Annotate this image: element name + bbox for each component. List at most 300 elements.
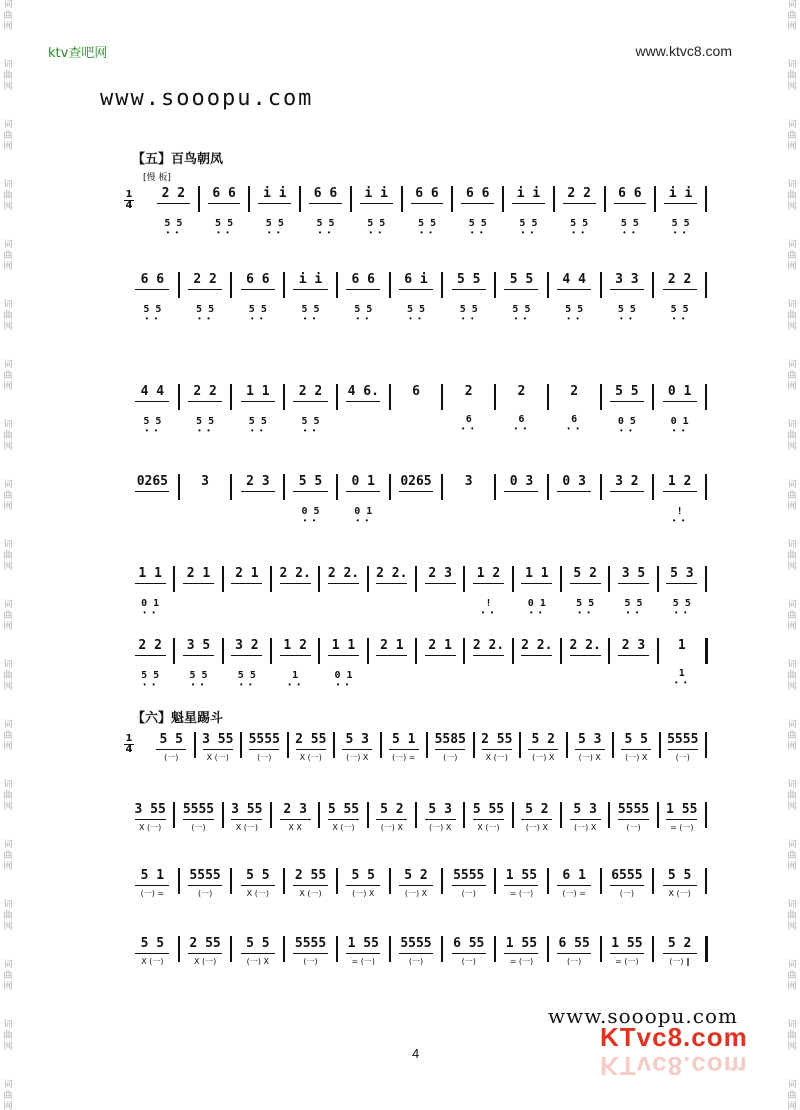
watermark-group xyxy=(1,720,15,780)
bar-line xyxy=(463,802,465,828)
measure xyxy=(655,868,704,899)
octave-dots: • • xyxy=(369,228,384,237)
percussion-notation: = (一) xyxy=(615,957,639,966)
watermark-char: 词 xyxy=(3,60,13,70)
measure xyxy=(404,186,451,236)
percussion-notation: X (一) xyxy=(477,823,500,832)
measure xyxy=(563,638,607,656)
percussion-notation: (一) xyxy=(408,957,424,966)
watermark-char: 网 xyxy=(787,622,797,632)
beam-line xyxy=(346,885,380,886)
score-system xyxy=(124,936,708,996)
side-watermark-right xyxy=(785,0,799,1110)
melody-notes: 4 4 xyxy=(562,272,586,287)
melody-notes: 5 3 xyxy=(573,802,597,817)
bar-line xyxy=(415,802,417,828)
watermark-char: 曲 xyxy=(3,71,13,81)
accompaniment-notes: 5 5 xyxy=(143,416,162,427)
measure xyxy=(302,186,349,236)
watermark-char: 曲 xyxy=(787,911,797,921)
watermark-group xyxy=(785,0,799,60)
watermark-char: 曲 xyxy=(3,551,13,561)
octave-dots: • • xyxy=(198,314,212,323)
bar-line xyxy=(512,638,514,664)
watermark-char: 网 xyxy=(787,142,797,152)
measure xyxy=(497,272,546,322)
measure xyxy=(476,732,519,763)
watermark-group xyxy=(1,780,15,840)
percussion-notation: (一) xyxy=(303,957,318,966)
measure xyxy=(515,638,559,656)
measure xyxy=(128,566,172,616)
melody-notes: 2 2 xyxy=(567,186,591,201)
bar-line xyxy=(283,272,285,298)
measure xyxy=(370,638,414,656)
melody-notes: 0 3 xyxy=(562,474,586,489)
watermark-char: 词 xyxy=(787,300,797,310)
watermark-char: 词 xyxy=(3,720,13,730)
accompaniment-notes: 1 xyxy=(678,668,685,679)
watermark-group xyxy=(785,660,799,720)
measure xyxy=(392,936,441,967)
bar-line xyxy=(248,186,250,212)
bar-line xyxy=(367,638,369,664)
bar-line xyxy=(230,384,232,410)
accompaniment-notes: 5 5 xyxy=(417,218,437,229)
bar-line xyxy=(608,566,610,592)
beam-line xyxy=(241,401,275,402)
header-site-url[interactable]: www.ktvc8.com xyxy=(635,43,732,59)
beam-line xyxy=(241,885,275,886)
score-system xyxy=(124,566,708,626)
percussion-notation: (一) xyxy=(443,753,458,762)
melody-notes: 0 1 xyxy=(667,384,692,399)
measure xyxy=(603,272,652,322)
bar-line xyxy=(178,272,180,298)
bar-line xyxy=(652,868,654,894)
watermark-char: 网 xyxy=(787,742,797,752)
watermark-char: 曲 xyxy=(3,311,13,321)
percussion-notation: X (一) xyxy=(206,753,229,762)
bar-line xyxy=(494,868,496,894)
measure xyxy=(444,868,493,899)
melody-notes: 6 6 xyxy=(313,186,338,201)
watermark-char: 曲 xyxy=(787,551,797,561)
bar-line xyxy=(463,638,465,664)
octave-dots: • • xyxy=(619,426,634,435)
measure xyxy=(290,732,333,763)
accompaniment-notes: 5 5 xyxy=(143,304,162,315)
beam-line xyxy=(668,749,698,750)
measure xyxy=(286,868,335,899)
percussion-notation: (一) X xyxy=(429,823,452,832)
accompaniment-notes: 5 5 xyxy=(164,218,183,229)
bar-line xyxy=(318,638,320,664)
watermark-char: 词 xyxy=(3,420,13,430)
beam-line xyxy=(610,491,644,492)
beam-line xyxy=(666,819,697,820)
beam-line xyxy=(346,401,380,402)
beam-line xyxy=(293,401,327,402)
watermark-group xyxy=(1,660,15,720)
octave-dots: • • xyxy=(166,228,181,237)
header-site-name[interactable]: ktv查吧网 xyxy=(48,46,108,61)
watermark-group xyxy=(785,900,799,960)
melody-notes: 0265 xyxy=(400,474,432,489)
melody-notes: 1 2 xyxy=(476,566,501,581)
accompaniment-notes: 5 5 xyxy=(565,304,584,315)
watermark-group xyxy=(1,300,15,360)
beam-line xyxy=(309,203,342,204)
measure xyxy=(392,868,441,899)
octave-dots: • • xyxy=(514,314,529,323)
bar-line xyxy=(178,474,180,500)
octave-dots: • • xyxy=(673,228,688,237)
bar-line xyxy=(547,936,549,962)
octave-dots: • • xyxy=(578,608,593,617)
melody-notes: 3 2 xyxy=(235,638,259,653)
beam-line xyxy=(666,583,697,584)
measure xyxy=(660,802,704,833)
percussion-notation: (一) X xyxy=(346,753,369,762)
measure xyxy=(201,186,248,236)
watermark-char: 曲 xyxy=(787,431,797,441)
watermark-char: 曲 xyxy=(3,491,13,501)
bar-line xyxy=(415,638,417,664)
melody-notes: 5 5 xyxy=(624,732,648,747)
beam-line xyxy=(188,289,222,290)
watermark-char: 网 xyxy=(787,922,797,932)
percussion-notation: X (一) xyxy=(141,957,164,966)
watermark-char: 词 xyxy=(787,600,797,610)
accompaniment-notes: 5 5 xyxy=(301,304,320,315)
bar-line xyxy=(705,384,707,410)
octave-dots: • • xyxy=(619,314,634,323)
measure xyxy=(225,638,269,688)
measure xyxy=(444,384,493,432)
bar-line xyxy=(283,868,285,894)
melody-notes: 5 2 xyxy=(404,868,428,883)
watermark-char: 网 xyxy=(3,802,13,812)
measure xyxy=(128,638,172,688)
watermark-char: 网 xyxy=(3,22,13,32)
watermark-char: 词 xyxy=(3,660,13,670)
watermark-char: 词 xyxy=(3,780,13,790)
watermark-char: 曲 xyxy=(3,971,13,981)
watermark-char: 曲 xyxy=(787,71,797,81)
percussion-notation: (一) xyxy=(461,957,476,966)
octave-dots: • • xyxy=(567,424,582,433)
measure xyxy=(655,936,704,967)
beam-line xyxy=(241,289,275,290)
melody-notes: 2 1 xyxy=(380,638,404,653)
octave-dots: • • xyxy=(318,228,333,237)
measure xyxy=(603,868,652,899)
melody-notes: 5555 xyxy=(294,936,327,951)
melody-notes: 5555 xyxy=(189,868,221,883)
beam-line xyxy=(557,491,591,492)
melody-notes: 2 2. xyxy=(279,566,311,581)
bar-line xyxy=(318,802,320,828)
melody-notes: 5555 xyxy=(453,868,485,883)
watermark-group xyxy=(1,360,15,420)
accompaniment-notes: 5 5 xyxy=(189,670,208,681)
accompaniment-notes: 0 1 xyxy=(141,598,160,609)
bar-line xyxy=(547,474,549,500)
footer-logo-reflection: KTvc8.com xyxy=(600,1051,748,1081)
watermark-char: 网 xyxy=(787,682,797,692)
percussion-notation: (一) X xyxy=(352,889,375,898)
beam-line xyxy=(231,655,262,656)
percussion-notation: (一) = xyxy=(392,753,416,762)
watermark-group xyxy=(785,360,799,420)
watermark-char: 曲 xyxy=(787,971,797,981)
watermark-group xyxy=(1,1020,15,1080)
percussion-notation: X (一) xyxy=(139,823,162,832)
section-5-tempo-mark: [慢 板] xyxy=(143,173,171,183)
octave-dots: • • xyxy=(198,426,212,435)
melody-notes: 5 5 xyxy=(159,732,183,747)
beam-line xyxy=(376,819,407,820)
bar-line xyxy=(441,868,443,894)
octave-dots: • • xyxy=(303,314,318,323)
bar-line xyxy=(560,566,562,592)
accompaniment-notes: 5 5 xyxy=(570,218,589,229)
score-system xyxy=(124,868,708,928)
octave-dots: • • xyxy=(470,228,485,237)
melody-notes: 1 1 xyxy=(138,566,162,581)
measure xyxy=(563,802,607,833)
bar-line xyxy=(600,474,602,500)
watermark-char: 网 xyxy=(3,562,13,572)
measure xyxy=(662,732,705,763)
watermark-char: 词 xyxy=(3,900,13,910)
melody-notes: 6 6 xyxy=(465,186,490,201)
watermark-char: 网 xyxy=(787,22,797,32)
percussion-notation: X (一) xyxy=(485,753,508,762)
percussion-notation: (一) xyxy=(619,889,635,898)
measure xyxy=(251,186,298,236)
watermark-group xyxy=(785,420,799,480)
measure xyxy=(392,384,441,400)
watermark-char: 网 xyxy=(3,982,13,992)
beam-line xyxy=(280,819,311,820)
measure xyxy=(603,474,652,492)
watermark-char: 网 xyxy=(787,382,797,392)
measure xyxy=(233,474,282,492)
melody-notes: 6 1 xyxy=(562,868,586,883)
watermark-char: 曲 xyxy=(787,671,797,681)
octave-dots: • • xyxy=(572,228,587,237)
measure xyxy=(370,566,414,584)
bar-line xyxy=(553,186,555,212)
measure xyxy=(550,868,599,899)
watermark-char: 曲 xyxy=(3,131,13,141)
bar-line xyxy=(350,186,352,212)
melody-notes: 3 3 xyxy=(615,272,639,287)
watermark-group xyxy=(1,180,15,240)
melody-notes: 5 5 xyxy=(667,868,692,883)
bar-line xyxy=(463,566,465,592)
beam-line xyxy=(557,885,591,886)
percussion-notation: X (一) xyxy=(193,957,217,966)
watermark-char: 曲 xyxy=(787,311,797,321)
bar-line xyxy=(512,566,514,592)
measure xyxy=(225,566,269,584)
octave-dots: • • xyxy=(303,516,318,525)
melody-notes: 2 2 xyxy=(667,272,692,287)
measure xyxy=(611,802,655,833)
melody-notes: i i xyxy=(668,186,693,201)
melody-notes: 6 i xyxy=(404,272,428,287)
melody-notes: 2 xyxy=(464,384,473,399)
bar-line xyxy=(389,272,391,298)
measure xyxy=(418,638,462,656)
beam-line xyxy=(663,289,697,290)
measure xyxy=(176,802,220,833)
measure xyxy=(273,638,317,688)
melody-notes: 1 55 xyxy=(505,868,538,883)
bar-line xyxy=(230,936,232,962)
watermark-char: 词 xyxy=(3,540,13,550)
bar-line xyxy=(336,474,338,500)
melody-notes: 5555 xyxy=(182,802,215,817)
beam-line xyxy=(399,491,433,492)
octave-dots: • • xyxy=(461,424,476,433)
bar-line xyxy=(612,732,614,758)
watermark-group xyxy=(785,540,799,600)
percussion-notation: (一) xyxy=(461,889,476,898)
beam-line xyxy=(563,203,596,204)
bar-line xyxy=(654,186,656,212)
bar-line xyxy=(318,566,320,592)
octave-dots: • • xyxy=(461,314,476,323)
accompaniment-notes: 6 xyxy=(518,414,525,425)
beam-line xyxy=(610,401,644,402)
beam-line xyxy=(504,885,538,886)
melody-notes: 5 55 xyxy=(472,802,505,817)
bar-line xyxy=(441,474,443,500)
watermark-group xyxy=(785,600,799,660)
watermark-char: 词 xyxy=(3,120,13,130)
beam-line xyxy=(663,953,697,954)
octave-dots: • • xyxy=(267,228,282,237)
bar-line xyxy=(178,936,180,962)
bar-line xyxy=(547,272,549,298)
beam-line xyxy=(241,953,275,954)
melody-notes: 5555 xyxy=(617,802,650,817)
bar-line xyxy=(705,186,707,212)
beam-line xyxy=(280,655,311,656)
bar-line xyxy=(336,272,338,298)
measure xyxy=(181,384,230,434)
melody-notes: 2 2. xyxy=(521,638,553,653)
measure xyxy=(273,802,317,833)
measure xyxy=(243,732,286,763)
watermark-group xyxy=(785,480,799,540)
watermark-group xyxy=(1,480,15,540)
bar-line xyxy=(705,272,707,298)
bar-line xyxy=(604,186,606,212)
beam-line xyxy=(258,203,291,204)
watermark-char: 曲 xyxy=(3,1031,13,1041)
melody-notes: 2 1 xyxy=(428,638,452,653)
percussion-notation: (一) X xyxy=(532,753,555,762)
beam-line xyxy=(346,953,380,954)
melody-notes: 3 55 xyxy=(231,802,263,817)
measure xyxy=(181,272,230,322)
melody-notes: 1 55 xyxy=(666,802,698,817)
percussion-notation: = (一) xyxy=(351,957,376,966)
melody-notes: 6 6 xyxy=(212,186,236,201)
watermark-char: 曲 xyxy=(3,371,13,381)
watermark-char: 词 xyxy=(787,240,797,250)
bar-line xyxy=(705,638,708,664)
bar-line xyxy=(441,936,443,962)
accompaniment-notes: 5 5 xyxy=(459,304,478,315)
accompaniment-notes: 5 5 xyxy=(576,598,595,609)
melody-notes: i i xyxy=(516,186,541,201)
watermark-char: 曲 xyxy=(787,371,797,381)
bar-line xyxy=(560,638,562,664)
melody-notes: 5 2 xyxy=(573,566,597,581)
watermark-group xyxy=(785,180,799,240)
watermark-group xyxy=(1,0,15,60)
watermark-char: 词 xyxy=(3,840,13,850)
measure xyxy=(550,474,599,492)
watermark-char: 词 xyxy=(787,1020,797,1030)
melody-notes: 2 2. xyxy=(376,566,408,581)
measure xyxy=(563,566,607,616)
beam-line xyxy=(521,819,552,820)
beam-line xyxy=(504,953,538,954)
bar-line xyxy=(547,384,549,410)
melody-notes: 1 xyxy=(677,638,686,653)
measure xyxy=(603,936,652,967)
melody-notes: 2 2 xyxy=(193,384,217,399)
measure xyxy=(181,868,230,899)
bar-line xyxy=(547,868,549,894)
measure xyxy=(176,566,220,584)
measure xyxy=(550,936,599,967)
bar-line xyxy=(426,732,428,758)
accompaniment-notes: 5 5 xyxy=(512,304,531,315)
beam-line xyxy=(452,953,486,954)
bar-line xyxy=(389,868,391,894)
bar-line xyxy=(194,732,196,758)
watermark-char: 词 xyxy=(787,360,797,370)
bar-line xyxy=(608,638,610,664)
measure xyxy=(466,566,510,616)
octave-dots: • • xyxy=(529,608,544,617)
beam-line xyxy=(473,819,504,820)
beam-line xyxy=(425,583,456,584)
melody-notes: 5 2 xyxy=(667,936,692,951)
watermark-char: 词 xyxy=(787,900,797,910)
watermark-char: 曲 xyxy=(787,611,797,621)
octave-dots: • • xyxy=(143,608,158,617)
beam-line xyxy=(328,655,359,656)
accompaniment-notes: 5 5 xyxy=(248,416,267,427)
accompaniment-notes: 0 5 xyxy=(301,506,320,517)
measure xyxy=(273,566,317,584)
percussion-notation: X (一) xyxy=(235,823,258,832)
measure xyxy=(444,272,493,322)
measure xyxy=(339,384,388,402)
watermark-char: 曲 xyxy=(3,191,13,201)
measure xyxy=(321,638,365,688)
octave-dots: • • xyxy=(145,426,160,435)
